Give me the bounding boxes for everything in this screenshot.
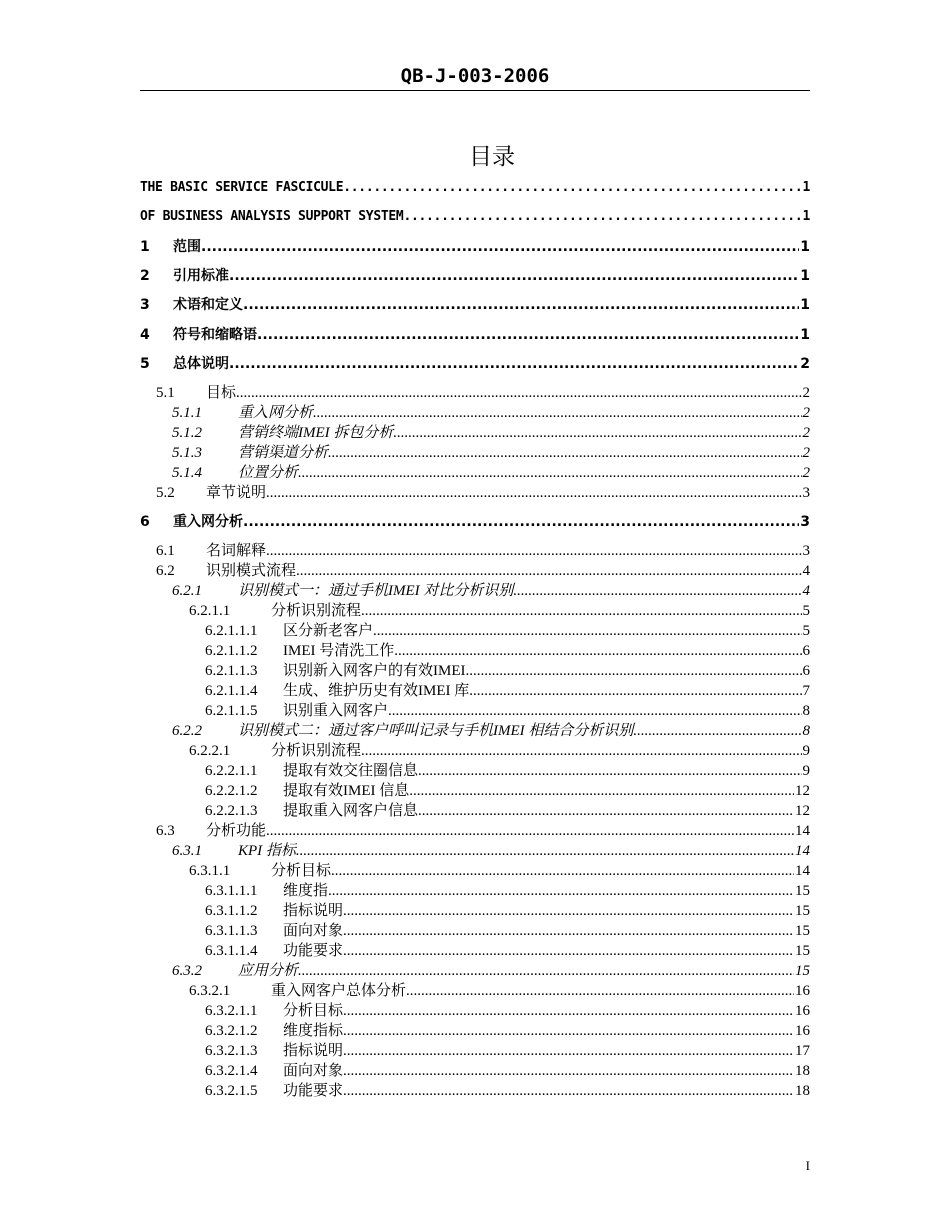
toc-leader-dots xyxy=(298,463,801,483)
toc-leader-dots xyxy=(328,443,801,463)
toc-entry-text: 维度指 xyxy=(283,883,329,899)
toc-entry-page: 15 xyxy=(795,883,810,899)
toc-entry-text: 营销终端IMEI 拆包分析 xyxy=(238,425,394,441)
toc-entry-page: 5 xyxy=(802,623,810,639)
toc-entry-text: 面向对象 xyxy=(283,923,344,939)
toc-entry[interactable] xyxy=(205,901,810,921)
toc-entry-text: 范围 xyxy=(173,239,201,255)
document-code: QB-J-003-2006 xyxy=(400,65,550,87)
toc-entry[interactable] xyxy=(140,266,810,286)
toc-entry-text: 提取有效交往圈信息 xyxy=(283,763,419,779)
toc-entry[interactable] xyxy=(172,841,810,861)
toc-entry-number: 6.3.1.1.3 xyxy=(205,923,258,939)
toc-entry[interactable] xyxy=(140,295,810,315)
toc-entry-number: 6.2.1.1 xyxy=(189,603,231,619)
toc-entry-text: 功能要求 xyxy=(283,1083,344,1099)
toc-entry[interactable] xyxy=(140,237,810,257)
toc-entry-number: 6.2.1.1.4 xyxy=(205,683,258,699)
toc-entry-page: 2 xyxy=(800,356,810,372)
toc-entry-text: 提取有效IMEI 信息 xyxy=(283,783,410,799)
toc-entry-page: 6 xyxy=(802,663,810,679)
toc-leader-dots xyxy=(328,881,794,901)
toc-entry[interactable] xyxy=(205,881,810,901)
toc-entry-text: 分析目标 xyxy=(271,863,332,879)
toc-leader-dots xyxy=(229,266,799,286)
toc-entry[interactable] xyxy=(205,801,810,821)
toc-entry[interactable] xyxy=(189,601,810,621)
toc-entry-text: KPI 指标 xyxy=(238,843,296,859)
document-header xyxy=(140,62,810,91)
toc-entry-text: 重入网分析 xyxy=(238,405,314,421)
toc-entry-number: 6.3.1.1 xyxy=(189,863,231,879)
toc-entry-number: 5.1.3 xyxy=(172,445,202,461)
toc-entry[interactable] xyxy=(205,641,810,661)
toc-entry-number: 6.3.1 xyxy=(172,843,202,859)
toc-entry-page: 15 xyxy=(795,963,810,979)
toc-entry-page: 2 xyxy=(802,425,810,441)
toc-entry-page: 5 xyxy=(802,603,810,619)
toc-entry-page: 1 xyxy=(800,297,810,313)
toc-leader-dots xyxy=(361,741,801,761)
toc-entry-number: 6.2.2.1.3 xyxy=(205,803,258,819)
toc-entry-number: 6.3.2.1.2 xyxy=(205,1023,258,1039)
toc-entry-page: 7 xyxy=(802,683,810,699)
toc-entry-text: THE BASIC SERVICE FASCICULE xyxy=(140,180,344,195)
toc-leader-dots xyxy=(373,621,801,641)
toc-leader-dots xyxy=(296,561,801,581)
toc-entry-text: 功能要求 xyxy=(283,943,344,959)
toc-entry-page: 3 xyxy=(800,514,810,530)
toc-entry-page: 15 xyxy=(795,923,810,939)
toc-entry[interactable] xyxy=(140,178,810,198)
toc-leader-dots xyxy=(343,1001,794,1021)
toc-entry[interactable] xyxy=(172,721,810,741)
toc-entry-number: 6.1 xyxy=(156,543,175,559)
toc-entry[interactable] xyxy=(172,463,810,483)
toc-entry-text: 分析目标 xyxy=(283,1003,344,1019)
toc-leader-dots xyxy=(298,961,794,981)
toc-leader-dots xyxy=(257,325,799,345)
toc-leader-dots xyxy=(266,483,801,503)
toc-entry-text: 重入网分析 xyxy=(173,514,243,530)
toc-leader-dots xyxy=(201,237,799,257)
toc-entry-number: 6.3.2.1.5 xyxy=(205,1083,258,1099)
toc-leader-dots xyxy=(343,178,801,198)
toc-entry-number: 6.2 xyxy=(156,563,175,579)
toc-entry[interactable] xyxy=(205,1081,810,1101)
toc-entry[interactable] xyxy=(140,207,810,227)
toc-entry-number: 6.2.2.1 xyxy=(189,743,231,759)
toc-entry[interactable] xyxy=(205,661,810,681)
toc-entry[interactable] xyxy=(156,541,810,561)
toc-entry-page: 1 xyxy=(802,180,810,195)
toc-leader-dots xyxy=(418,761,801,781)
toc-entry[interactable] xyxy=(172,423,810,443)
page-number: I xyxy=(805,1158,810,1173)
toc-leader-dots xyxy=(633,721,801,741)
toc-leader-dots xyxy=(469,681,801,701)
toc-entry-page: 2 xyxy=(802,385,810,401)
toc-entry[interactable] xyxy=(205,941,810,961)
toc-entry-text: 名词解释 xyxy=(206,543,267,559)
toc-leader-dots xyxy=(343,1041,794,1061)
toc-entry[interactable] xyxy=(205,1061,810,1081)
toc-leader-dots xyxy=(394,641,801,661)
toc-entry[interactable] xyxy=(140,354,810,374)
toc-entry-page: 1 xyxy=(800,239,810,255)
toc-leader-dots xyxy=(466,661,802,681)
toc-entry-page: 1 xyxy=(802,209,810,224)
toc-entry[interactable] xyxy=(205,681,810,701)
toc-leader-dots xyxy=(361,601,801,621)
toc-leader-dots xyxy=(403,207,801,227)
toc-entry-page: 8 xyxy=(802,723,810,739)
toc-entry-text: 识别模式流程 xyxy=(206,563,297,579)
toc-entry[interactable] xyxy=(205,701,810,721)
toc-entry-number: 5.1.2 xyxy=(172,425,202,441)
toc-entry-text: IMEI 号清洗工作 xyxy=(283,643,395,659)
toc-leader-dots xyxy=(513,581,801,601)
toc-entry-number: 6.3.2.1 xyxy=(189,983,231,999)
toc-entry-page: 12 xyxy=(795,803,810,819)
toc-leader-dots xyxy=(266,821,794,841)
toc-entry-number: 6.3.2 xyxy=(172,963,202,979)
toc-entry[interactable] xyxy=(205,921,810,941)
toc-entry-page: 6 xyxy=(802,643,810,659)
toc-entry-text: 引用标准 xyxy=(173,268,229,284)
toc-leader-dots xyxy=(409,781,794,801)
toc-entry-page: 1 xyxy=(800,268,810,284)
toc-entry[interactable] xyxy=(156,483,810,503)
toc-entry-page: 2 xyxy=(802,405,810,421)
toc-entry[interactable] xyxy=(189,741,810,761)
toc-entry-page: 4 xyxy=(802,563,810,579)
toc-leader-dots xyxy=(266,541,801,561)
toc-entry-text: 应用分析 xyxy=(238,963,299,979)
toc-leader-dots xyxy=(243,295,799,315)
toc-entry[interactable] xyxy=(189,861,810,881)
toc-entry-number: 6.2.1.1.1 xyxy=(205,623,258,639)
toc-entry-page: 15 xyxy=(795,943,810,959)
toc-leader-dots xyxy=(313,403,801,423)
toc-entry-number: 4 xyxy=(140,327,150,343)
toc-entry-number: 1 xyxy=(140,239,150,255)
toc-entry-page: 14 xyxy=(795,823,810,839)
toc-entry-page: 2 xyxy=(802,445,810,461)
toc-entry-number: 6.3.1.1.1 xyxy=(205,883,258,899)
toc-entry-number: 5 xyxy=(140,356,150,372)
toc-entry-text: 章节说明 xyxy=(206,485,267,501)
toc-entry[interactable] xyxy=(205,1021,810,1041)
toc-entry-text: 营销渠道分析 xyxy=(238,445,329,461)
toc-entry-page: 14 xyxy=(795,843,810,859)
toc-entry-number: 5.2 xyxy=(156,485,175,501)
toc-entry-text: 生成、维护历史有效IMEI 库 xyxy=(283,683,470,699)
toc-leader-dots xyxy=(343,1021,794,1041)
toc-entry-text: 指标说明 xyxy=(283,1043,344,1059)
toc-entry-text: 提取重入网客户信息 xyxy=(283,803,419,819)
toc-leader-dots xyxy=(343,941,794,961)
toc-entry-text: 识别新入网客户的有效IMEI xyxy=(283,663,466,679)
toc-leader-dots xyxy=(406,981,794,1001)
toc-entry-number: 2 xyxy=(140,268,150,284)
toc-leader-dots xyxy=(388,701,801,721)
toc-entry-page: 8 xyxy=(802,703,810,719)
toc-entry-number: 5.1.4 xyxy=(172,465,202,481)
toc-entry-text: 维度指标 xyxy=(283,1023,344,1039)
toc-entry-number: 6.2.1.1.5 xyxy=(205,703,258,719)
toc-leader-dots xyxy=(236,383,801,403)
toc-entry[interactable] xyxy=(172,581,810,601)
toc-leader-dots xyxy=(243,512,799,532)
toc-leader-dots xyxy=(343,1081,794,1101)
toc-leader-dots xyxy=(393,423,801,443)
toc-entry-text: 位置分析 xyxy=(238,465,299,481)
toc-entry-page: 14 xyxy=(795,863,810,879)
toc-entry[interactable] xyxy=(140,512,810,532)
toc-entry[interactable] xyxy=(172,403,810,423)
toc-entry-text: 分析功能 xyxy=(206,823,267,839)
toc-entry-number: 6.2.1.1.2 xyxy=(205,643,258,659)
toc-entry[interactable] xyxy=(205,781,810,801)
toc-entry-number: 6.2.2 xyxy=(172,723,202,739)
toc-entry-number: 6.3.2.1.4 xyxy=(205,1063,258,1079)
toc-entry[interactable] xyxy=(205,621,810,641)
toc-entry-page: 17 xyxy=(795,1043,810,1059)
toc-entry-page: 16 xyxy=(795,1023,810,1039)
toc-entry-number: 6.3.2.1.3 xyxy=(205,1043,258,1059)
toc-entry[interactable] xyxy=(156,383,810,403)
toc-entry[interactable] xyxy=(172,443,810,463)
toc-entry-text: 识别重入网客户 xyxy=(283,703,389,719)
toc-entry[interactable] xyxy=(140,325,810,345)
toc-entry[interactable] xyxy=(156,561,810,581)
toc-entry-page: 18 xyxy=(795,1063,810,1079)
toc-leader-dots xyxy=(296,841,794,861)
toc-entry-text: OF BUSINESS ANALYSIS SUPPORT SYSTEM xyxy=(140,209,404,224)
toc-leader-dots xyxy=(343,901,794,921)
toc-entry[interactable] xyxy=(205,1041,810,1061)
toc-entry-text: 目标 xyxy=(206,385,237,401)
toc-entry-text: 识别模式一：通过手机IMEI 对比分析识别 xyxy=(238,583,514,599)
toc-entry-number: 6.3.2.1.1 xyxy=(205,1003,258,1019)
toc-entry[interactable] xyxy=(205,761,810,781)
toc-entry-number: 5.1.1 xyxy=(172,405,202,421)
toc-entry-page: 9 xyxy=(802,763,810,779)
toc-leader-dots xyxy=(418,801,794,821)
toc-entry-number: 6 xyxy=(140,514,150,530)
toc-entry-text: 总体说明 xyxy=(173,356,229,372)
toc-entry-text: 面向对象 xyxy=(283,1063,344,1079)
toc-entry-number: 5.1 xyxy=(156,385,175,401)
toc-entry-text: 识别模式二：通过客户呼叫记录与手机IMEI 相结合分析识别 xyxy=(238,723,634,739)
toc-entry[interactable] xyxy=(156,821,810,841)
toc-entry-text: 符号和缩略语 xyxy=(173,327,257,343)
toc-entry-text: 指标说明 xyxy=(283,903,344,919)
toc-leader-dots xyxy=(343,1061,794,1081)
toc-entry-page: 3 xyxy=(802,543,810,559)
toc-entry-page: 2 xyxy=(802,465,810,481)
toc-entry-page: 15 xyxy=(795,903,810,919)
toc-entry-number: 6.2.2.1.1 xyxy=(205,763,258,779)
toc-entry-text: 分析识别流程 xyxy=(271,743,362,759)
toc-entry-page: 4 xyxy=(802,583,810,599)
toc-entry-number: 6.2.2.1.2 xyxy=(205,783,258,799)
toc-entry-page: 18 xyxy=(795,1083,810,1099)
toc-entry-page: 1 xyxy=(800,327,810,343)
toc-entry-page: 16 xyxy=(795,983,810,999)
toc-entry-text: 术语和定义 xyxy=(173,297,243,313)
toc-entry-number: 3 xyxy=(140,297,150,313)
toc-entry[interactable] xyxy=(189,981,810,1001)
toc-entry[interactable] xyxy=(172,961,810,981)
toc-leader-dots xyxy=(331,861,794,881)
toc-entry-page: 9 xyxy=(802,743,810,759)
toc-entry[interactable] xyxy=(205,1001,810,1021)
toc-entry-number: 6.3.1.1.2 xyxy=(205,903,258,919)
toc-entry-number: 6.3 xyxy=(156,823,175,839)
toc-entry-text: 重入网客户总体分析 xyxy=(271,983,407,999)
toc-entry-page: 12 xyxy=(795,783,810,799)
toc-entry-number: 6.2.1.1.3 xyxy=(205,663,258,679)
toc-entry-text: 区分新老客户 xyxy=(283,623,374,639)
toc-entry-page: 16 xyxy=(795,1003,810,1019)
toc-entry-page: 3 xyxy=(802,485,810,501)
toc-leader-dots xyxy=(343,921,794,941)
toc-leader-dots xyxy=(229,354,799,374)
toc-title: 目录 xyxy=(469,144,515,170)
toc-entry-number: 6.2.1 xyxy=(172,583,202,599)
toc-entry-text: 分析识别流程 xyxy=(271,603,362,619)
toc-entry-number: 6.3.1.1.4 xyxy=(205,943,258,959)
